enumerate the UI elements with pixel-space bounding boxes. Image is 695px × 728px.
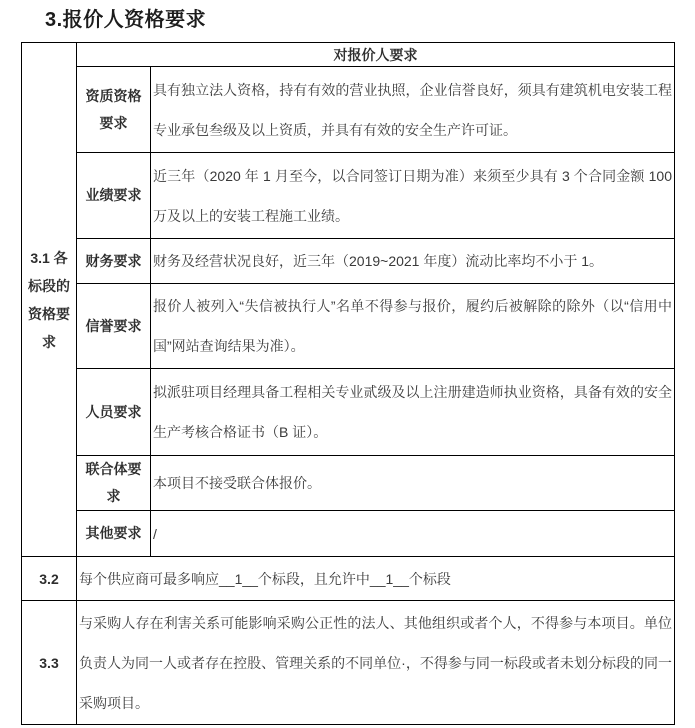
row-label-credit: 信誉要求 xyxy=(77,284,151,369)
table-row xyxy=(22,456,675,511)
row-label-other: 其他要求 xyxy=(77,511,151,557)
column-header-requirements: 对报价人要求 xyxy=(77,43,675,67)
row-label-performance: 业绩要求 xyxy=(77,153,151,239)
table-row xyxy=(22,511,675,557)
table-row-3-3 xyxy=(22,601,675,725)
row-label-consortium: 联合体要求 xyxy=(77,456,151,511)
table-row xyxy=(22,284,675,369)
document-page xyxy=(0,6,695,728)
table-row xyxy=(22,67,675,153)
table-row xyxy=(22,153,675,239)
table-row-3-2 xyxy=(22,557,675,601)
row-label-qualification: 资质资格要求 xyxy=(77,67,151,153)
row-content-3-3: 与采购人存在利害关系可能影响采购公正性的法人、其他组织或者个人，不得参与本项目。单位负责人为同一人或者存在控股、管理关系的不同单位·，不得参与同一标段或者未划分标段的同一采购项目。 xyxy=(77,601,675,725)
row-content-financial: 财务及经营状况良好，近三年（2019~2021 年度）流动比率均不小于 1。 xyxy=(151,239,675,284)
qualification-requirements-table xyxy=(21,42,675,725)
table-row xyxy=(22,239,675,284)
row-content-personnel: 拟派驻项目经理具备工程相关专业贰级及以上注册建造师执业资格，具备有效的安全生产考核合格证书（B 证）。 xyxy=(151,369,675,456)
row-content-consortium: 本项目不接受联合体报价。 xyxy=(151,456,675,511)
row-content-credit: 报价人被列入“失信被执行人”名单不得参与报价，履约后被解除的除外（以“信用中国”网站查询结果为准）。 xyxy=(151,284,675,369)
row-content-qualification: 具有独立法人资格，持有有效的营业执照，企业信誉良好，须具有建筑机电安装工程专业承包叁级及以上资质，并具有有效的安全生产许可证。 xyxy=(151,67,675,153)
table-header-row xyxy=(22,43,675,67)
row-content-performance: 近三年（2020 年 1 月至今，以合同签订日期为准）来须至少具有 3 个合同金额 100 万及以上的安装工程施工业绩。 xyxy=(151,153,675,239)
row-content-other: / xyxy=(151,511,675,557)
row-content-3-2: 每个供应商可最多响应__1__个标段，且允许中__1__个标段 xyxy=(77,557,675,601)
row-label-financial: 财务要求 xyxy=(77,239,151,284)
table-row xyxy=(22,369,675,456)
page-title: 3.报价人资格要求 xyxy=(45,9,207,31)
section-3-1-id-cell: 3.1 各标段的资格要求 xyxy=(22,43,77,557)
row-id-3-2: 3.2 xyxy=(22,557,77,601)
row-label-personnel: 人员要求 xyxy=(77,369,151,456)
row-id-3-3: 3.3 xyxy=(22,601,77,725)
